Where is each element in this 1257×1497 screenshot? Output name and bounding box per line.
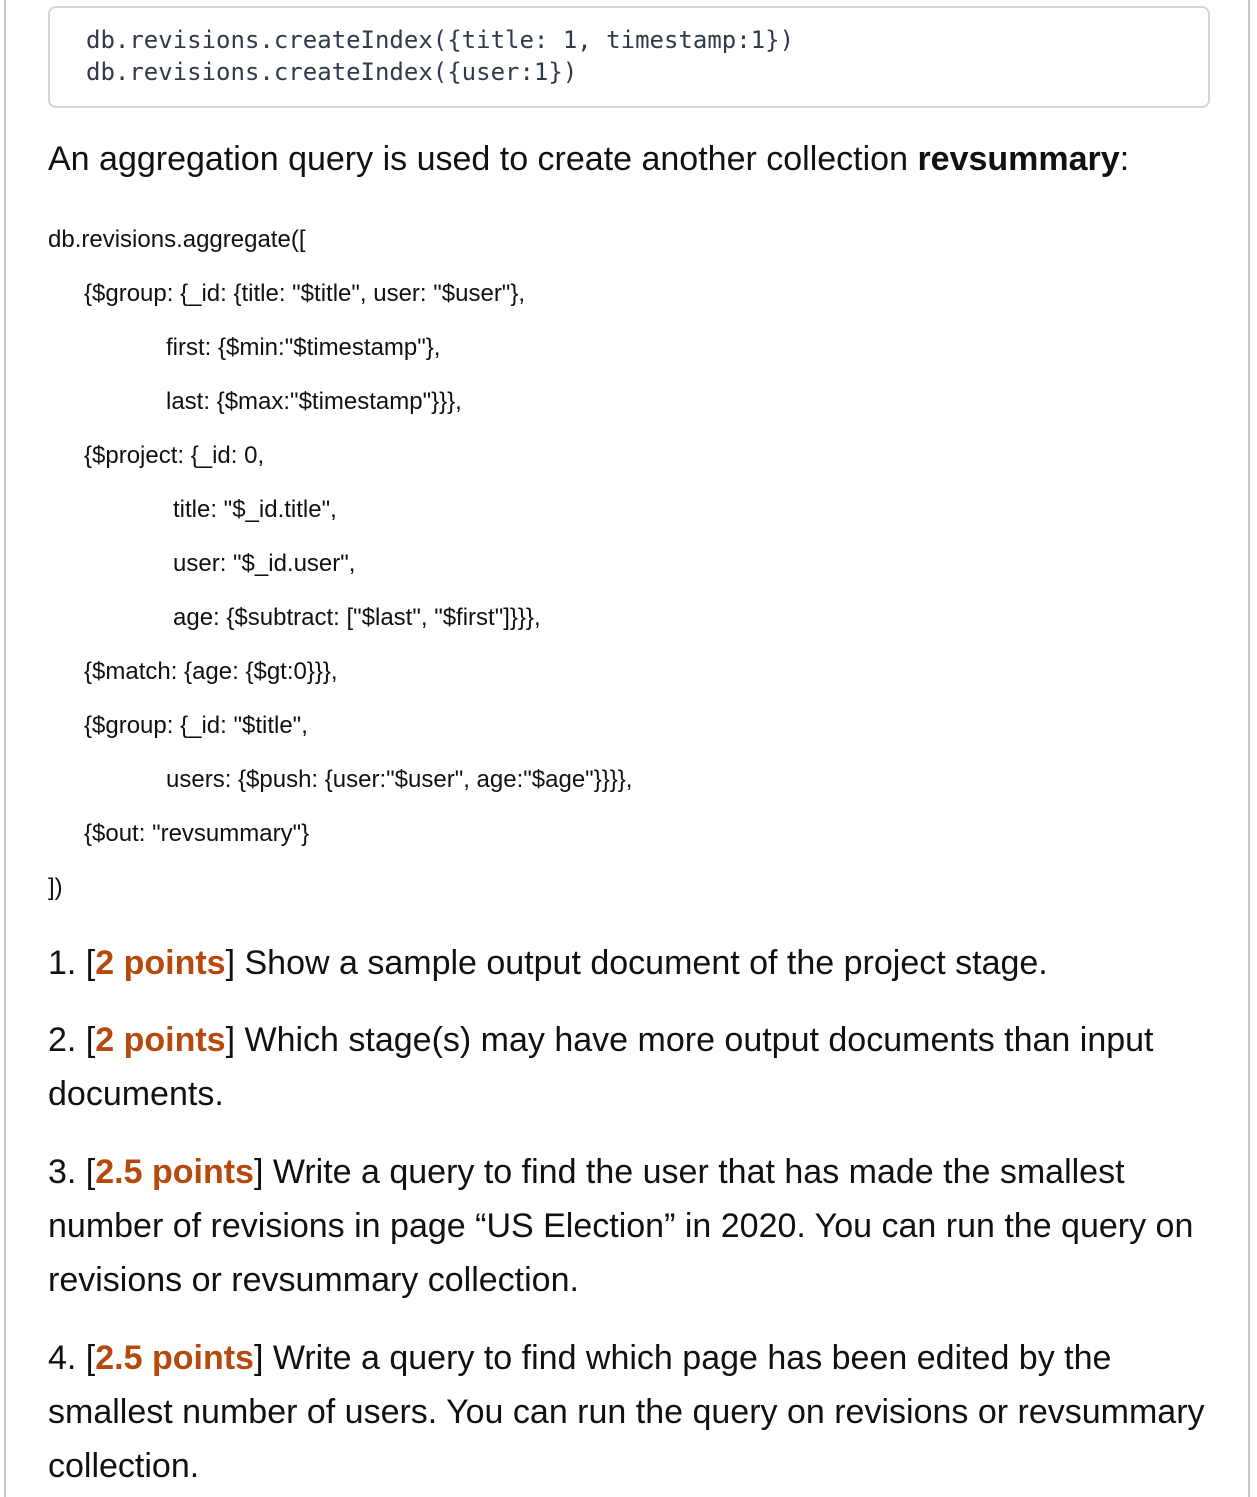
intro-text: An aggregation query is used to create another collection	[48, 140, 918, 178]
aggregation-line: first: {$min:"$timestamp"},	[166, 334, 441, 361]
question-prefix: 3. [	[48, 1153, 96, 1191]
aggregation-line: users: {$push: {user:"$user", age:"$age"}}}},	[166, 766, 633, 793]
document-page	[4, 0, 1250, 1497]
points-label: 2 points	[95, 944, 226, 982]
index-code-line: db.revisions.createIndex({title: 1, timestamp:1})	[86, 26, 795, 54]
question-prefix: 2. [	[48, 1021, 96, 1059]
points-label: 2 points	[95, 1021, 226, 1059]
aggregation-line: user: "$_id.user",	[173, 550, 356, 577]
intro-suffix: :	[1119, 140, 1130, 178]
intro-paragraph	[48, 138, 1129, 180]
aggregation-line: db.revisions.aggregate([	[48, 226, 306, 253]
points-label: 2.5 points	[95, 1339, 254, 1377]
aggregation-line: last: {$max:"$timestamp"}}},	[166, 388, 462, 415]
question-4	[48, 1331, 1228, 1493]
question-text: ] Which stage(s) may have more output documents than input documents.	[48, 1021, 1154, 1113]
collection-name: revsummary	[917, 140, 1120, 178]
question-text: ] Write a query to find the user that has made the smallest number of revisions in page “US Election” in 2020. You can run the query on revisions or revsummary collection.	[48, 1153, 1194, 1299]
points-label: 2.5 points	[95, 1153, 254, 1191]
question-text: ] Write a query to find which page has been edited by the smallest number of users. You can run the query on revisions or revsummary collection.	[48, 1339, 1205, 1485]
aggregation-line: {$match: {age: {$gt:0}}},	[84, 658, 338, 685]
question-prefix: 1. [	[48, 944, 96, 982]
question-3	[48, 1145, 1228, 1307]
aggregation-line: ])	[48, 874, 63, 901]
aggregation-line: {$group: {_id: "$title",	[84, 712, 308, 739]
aggregation-line: age: {$subtract: ["$last", "$first"]}}},	[173, 604, 541, 631]
question-prefix: 4. [	[48, 1339, 96, 1377]
aggregation-line: title: "$_id.title",	[173, 496, 337, 523]
aggregation-line: {$out: "revsummary"}	[84, 820, 310, 847]
question-text: ] Show a sample output document of the project stage.	[225, 944, 1048, 982]
question-1	[48, 936, 1228, 990]
aggregation-line: {$group: {_id: {title: "$title", user: "$user"},	[84, 280, 526, 307]
aggregation-line: {$project: {_id: 0,	[84, 442, 265, 469]
question-2	[48, 1013, 1228, 1121]
index-code-line: db.revisions.createIndex({user:1})	[86, 58, 578, 86]
